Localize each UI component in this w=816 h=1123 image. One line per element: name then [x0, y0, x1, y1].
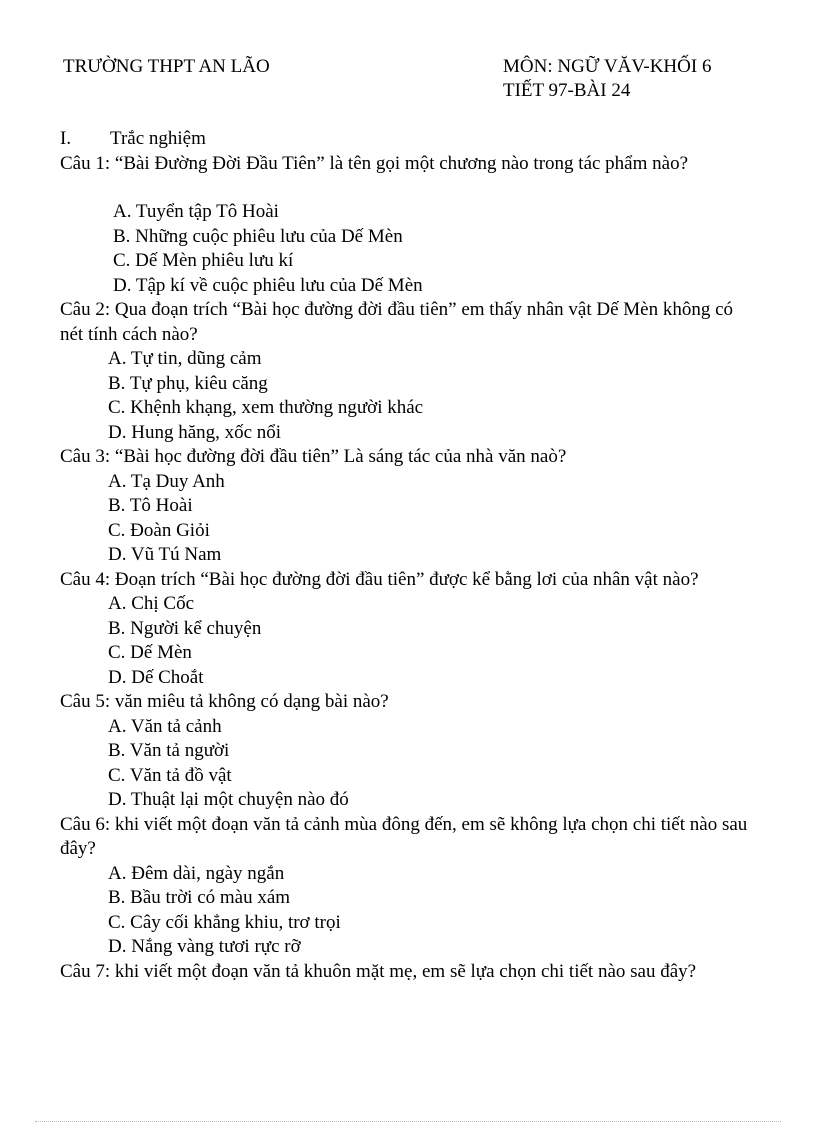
option-item: A. Tuyển tập Tô Hoài [113, 201, 279, 222]
option-item: C. Đoàn Giỏi [108, 519, 210, 541]
option-item: A. Đêm dài, ngày ngắn [108, 862, 285, 884]
school-name: TRƯỜNG THPT AN LÃO [63, 56, 270, 77]
option-list [60, 470, 760, 568]
option-item: C. Khệnh khạng, xem thường người khác [108, 397, 424, 418]
option-item: D. Hung hăng, xốc nổi [108, 421, 282, 443]
option-item: B. Bầu trời có màu xám [108, 887, 291, 908]
question-list [60, 127, 760, 984]
option-list [60, 862, 760, 960]
option-item: C. Dế Mèn phiêu lưu kí [113, 250, 294, 271]
option-item: D. Vũ Tú Nam [108, 544, 222, 565]
option-item: A. Chị Cốc [108, 593, 195, 614]
question-text: Câu 3: “Bài học đường đời đầu tiên” Là sáng tác của nhà văn naò? [60, 446, 567, 467]
option-item: B. Tự phụ, kiêu căng [108, 372, 268, 394]
section-number: I. [60, 128, 72, 149]
question-text: Câu 7: khi viết một đoạn văn tả khuôn mặt mẹ, em sẽ lựa chọn chi tiết nào sau đây? [60, 960, 697, 982]
option-item: D. Tập kí về cuộc phiêu lưu của Dế Mèn [113, 274, 423, 296]
subject-block [503, 55, 711, 103]
option-item: B. Người kể chuyện [108, 617, 262, 639]
question-text: Câu 4: Đoạn trích “Bài học đường đời đầu tiên” được kể bằng lơi của nhân vật nào? [60, 568, 699, 590]
option-item: D. Thuật lại một chuyện nào đó [108, 789, 349, 810]
option-item: A. Văn tả cảnh [108, 715, 222, 737]
question-text: Câu 6: khi viết một đoạn văn tả cảnh mùa đông đến, em sẽ không lựa chọn chi tiết nào sau đây? [60, 813, 748, 859]
option-item: D. Dế Choắt [108, 666, 204, 688]
option-item: B. Tô Hoài [108, 495, 193, 516]
subject-title: MÔN: NGỮ VĂV-KHỐI 6 [503, 56, 712, 77]
option-list [60, 200, 760, 298]
option-item: D. Nắng vàng tươi rực rỡ [108, 936, 301, 957]
option-list [60, 592, 760, 690]
option-item: B. Những cuộc phiêu lưu của Dế Mèn [113, 225, 403, 247]
section-title: Trắc nghiệm [110, 128, 206, 149]
option-list [60, 347, 760, 445]
option-item: C. Văn tả đồ vật [108, 764, 232, 786]
section-heading [60, 127, 760, 152]
question-text: Câu 2: Qua đoạn trích “Bài học đường đời đầu tiên” em thấy nhân vật Dế Mèn không có nét tính cách nào? [60, 299, 734, 345]
page-bottom-divider [35, 1121, 781, 1122]
option-item: C. Dế Mèn [108, 642, 192, 663]
question-text: Câu 1: “Bài Đường Đời Đầu Tiên” là tên gọi một chương nào trong tác phẩm nào? [60, 152, 689, 174]
option-item: A. Tự tin, dũng cảm [108, 348, 262, 369]
option-item: A. Tạ Duy Anh [108, 470, 225, 492]
lesson-title: TIẾT 97-BÀI 24 [503, 80, 631, 101]
option-list [60, 715, 760, 813]
option-item: B. Văn tả người [108, 740, 230, 761]
question-text: Câu 5: văn miêu tả không có dạng bài nào? [60, 691, 389, 712]
option-item: C. Cây cối khẳng khiu, trơ trọi [108, 911, 341, 933]
